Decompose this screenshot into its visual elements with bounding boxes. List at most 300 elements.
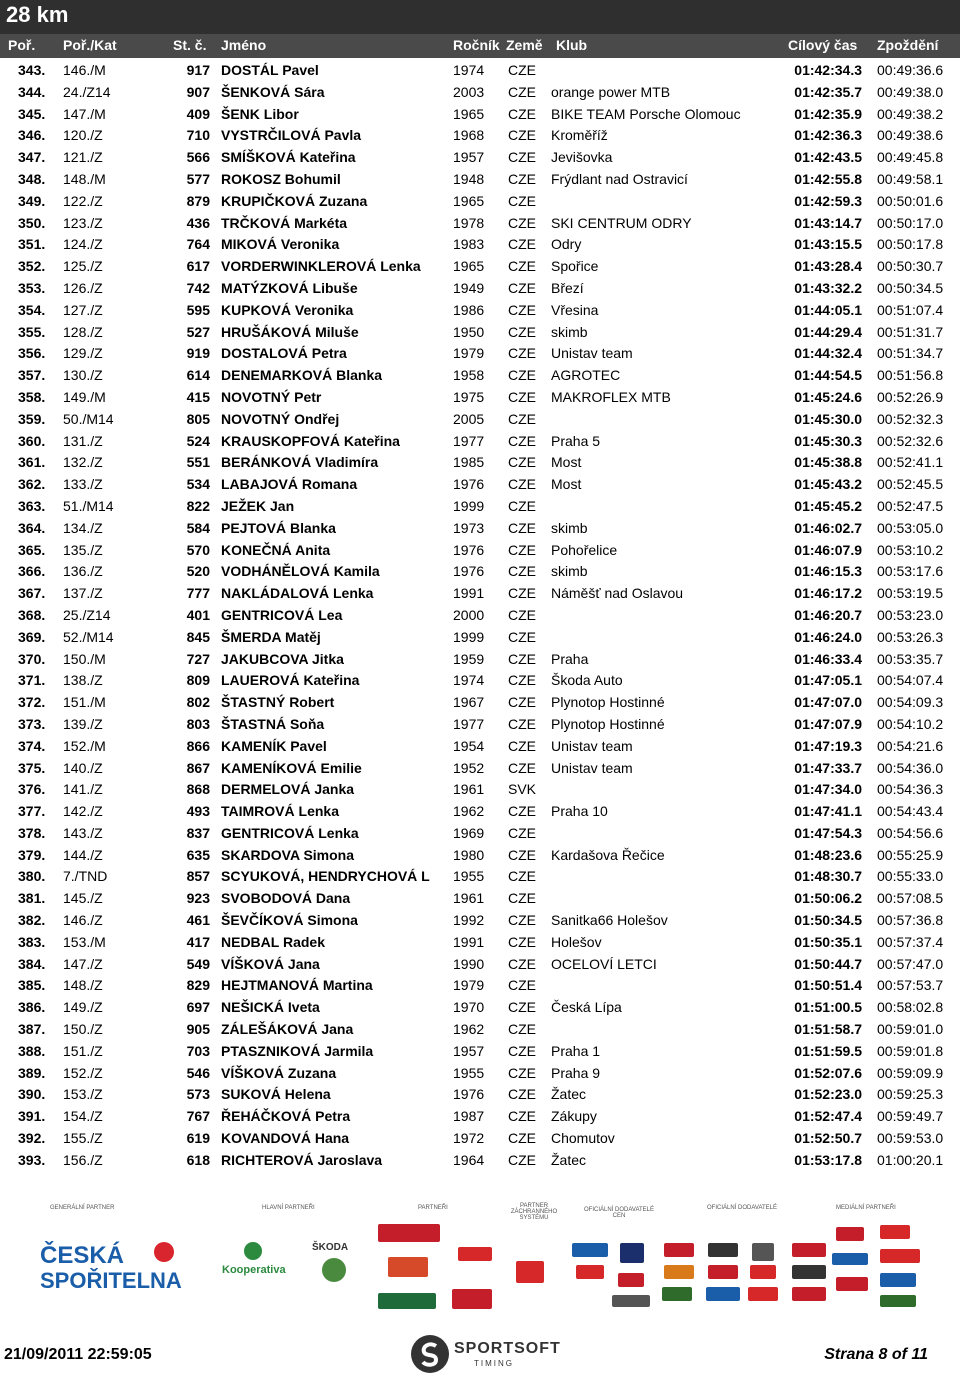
cell-time-gap: 00:55:25.9 bbox=[877, 846, 944, 863]
cell-birth-year: 1948 bbox=[453, 170, 485, 187]
cell-start-number: 829 bbox=[186, 977, 210, 994]
cell-start-number: 549 bbox=[186, 955, 210, 972]
cell-birth-year: 1961 bbox=[453, 890, 485, 907]
sponsor-logo bbox=[620, 1243, 644, 1263]
cell-birth-year: 1958 bbox=[453, 367, 485, 384]
cell-club: Sanitka66 Holešov bbox=[551, 912, 668, 929]
cell-rank: 383. bbox=[18, 933, 46, 950]
cell-club: Most bbox=[551, 476, 582, 493]
cell-start-number: 493 bbox=[186, 803, 210, 820]
cell-category-rank: 150./M bbox=[63, 650, 106, 667]
table-row bbox=[0, 473, 960, 495]
cell-birth-year: 1976 bbox=[453, 541, 485, 558]
col-header-name: Jméno bbox=[221, 37, 267, 53]
cell-birth-year: 1957 bbox=[453, 149, 485, 166]
cell-category-rank: 152./Z bbox=[63, 1064, 103, 1081]
cell-country: CZE bbox=[508, 1130, 536, 1147]
table-row bbox=[0, 669, 960, 691]
cell-name: ŠENK Libor bbox=[221, 105, 299, 122]
sponsor-logo bbox=[752, 1243, 774, 1261]
cell-birth-year: 1987 bbox=[453, 1108, 485, 1125]
cell-category-rank: 50./M14 bbox=[63, 410, 114, 427]
cell-finish-time: 01:47:41.1 bbox=[794, 803, 862, 820]
cell-start-number: 595 bbox=[186, 301, 210, 318]
kooperativa-icon bbox=[244, 1242, 262, 1260]
cell-rank: 372. bbox=[18, 694, 46, 711]
sponsor-logo bbox=[748, 1287, 778, 1301]
cell-club: Praha 1 bbox=[551, 1042, 601, 1059]
table-row bbox=[0, 321, 960, 343]
cell-category-rank: 136./Z bbox=[63, 563, 103, 580]
cell-country: CZE bbox=[508, 170, 536, 187]
cell-country: CZE bbox=[508, 497, 536, 514]
cell-rank: 365. bbox=[18, 541, 46, 558]
cell-finish-time: 01:42:43.5 bbox=[794, 149, 862, 166]
cell-country: CZE bbox=[508, 868, 536, 885]
results-table-body bbox=[0, 59, 960, 1171]
kooperativa-logo: Kooperativa bbox=[222, 1242, 286, 1292]
cell-start-number: 742 bbox=[186, 279, 210, 296]
cell-club: Pohořelice bbox=[551, 541, 618, 558]
cell-finish-time: 01:44:54.5 bbox=[794, 367, 862, 384]
cell-finish-time: 01:50:35.1 bbox=[794, 933, 862, 950]
cell-rank: 349. bbox=[18, 192, 46, 209]
sponsor-logo bbox=[664, 1265, 694, 1279]
sponsor-strip bbox=[0, 1197, 960, 1317]
cell-finish-time: 01:45:30.0 bbox=[794, 410, 862, 427]
results-table-header bbox=[0, 34, 960, 58]
cell-start-number: 524 bbox=[186, 432, 210, 449]
cell-name: SCYUKOVÁ, HENDRYCHOVÁ L bbox=[221, 868, 430, 885]
skoda-logo: ŠKODA bbox=[312, 1242, 356, 1292]
cell-rank: 392. bbox=[18, 1130, 46, 1147]
table-row bbox=[0, 626, 960, 648]
cell-name: VÍŠKOVÁ Jana bbox=[221, 955, 320, 972]
cell-birth-year: 1962 bbox=[453, 803, 485, 820]
cell-name: BERÁNKOVÁ Vladimíra bbox=[221, 454, 379, 471]
cell-club: Most bbox=[551, 454, 582, 471]
cell-start-number: 777 bbox=[186, 585, 210, 602]
cell-birth-year: 1990 bbox=[453, 955, 485, 972]
sponsor-logo bbox=[792, 1265, 826, 1279]
sponsor-group-label: GENERÁLNÍ PARTNER bbox=[50, 1205, 115, 1211]
cell-start-number: 527 bbox=[186, 323, 210, 340]
cell-start-number: 546 bbox=[186, 1064, 210, 1081]
cell-rank: 389. bbox=[18, 1064, 46, 1081]
table-row bbox=[0, 735, 960, 757]
cell-category-rank: 149./M bbox=[63, 388, 106, 405]
cell-country: CZE bbox=[508, 999, 536, 1016]
cell-rank: 346. bbox=[18, 127, 46, 144]
cell-birth-year: 1980 bbox=[453, 846, 485, 863]
cell-category-rank: 146./M bbox=[63, 62, 106, 78]
cell-time-gap: 00:49:58.1 bbox=[877, 170, 944, 187]
cell-rank: 387. bbox=[18, 1021, 46, 1038]
sponsor-group-label: OFICIÁLNÍ DODAVATELÉ CEN bbox=[584, 1207, 655, 1219]
col-header-rank: Poř. bbox=[8, 37, 36, 53]
cell-finish-time: 01:51:58.7 bbox=[794, 1021, 862, 1038]
cell-finish-time: 01:46:07.9 bbox=[794, 541, 862, 558]
cell-club: Jevišovka bbox=[551, 149, 613, 166]
cell-finish-time: 01:45:24.6 bbox=[794, 388, 862, 405]
cell-birth-year: 2005 bbox=[453, 410, 485, 427]
sponsor-logo bbox=[708, 1265, 738, 1279]
cell-finish-time: 01:52:50.7 bbox=[794, 1130, 862, 1147]
cell-club: Unistav team bbox=[551, 345, 633, 362]
cell-finish-time: 01:46:24.0 bbox=[794, 628, 862, 645]
cell-category-rank: 147./M bbox=[63, 105, 106, 122]
cell-category-rank: 131./Z bbox=[63, 432, 103, 449]
cell-time-gap: 00:51:31.7 bbox=[877, 323, 944, 340]
cell-finish-time: 01:52:07.6 bbox=[794, 1064, 862, 1081]
cell-birth-year: 1975 bbox=[453, 388, 485, 405]
cell-birth-year: 1986 bbox=[453, 301, 485, 318]
cell-country: CZE bbox=[508, 214, 536, 231]
cell-name: NAKLÁDALOVÁ Lenka bbox=[221, 585, 374, 602]
cell-name: SKARDOVA Simona bbox=[221, 846, 355, 863]
cell-category-rank: 141./Z bbox=[63, 781, 103, 798]
table-row bbox=[0, 212, 960, 234]
cell-time-gap: 00:59:01.8 bbox=[877, 1042, 944, 1059]
cell-rank: 356. bbox=[18, 345, 46, 362]
cell-rank: 388. bbox=[18, 1042, 46, 1059]
cell-rank: 385. bbox=[18, 977, 46, 994]
cell-rank: 353. bbox=[18, 279, 46, 296]
cell-country: CZE bbox=[508, 1151, 536, 1168]
cell-rank: 384. bbox=[18, 955, 46, 972]
sponsor-logo bbox=[572, 1243, 608, 1257]
sportsoft-logo-icon bbox=[410, 1334, 450, 1374]
cell-finish-time: 01:46:33.4 bbox=[794, 650, 862, 667]
cell-birth-year: 1950 bbox=[453, 323, 485, 340]
sponsor-logo bbox=[662, 1287, 692, 1301]
cell-time-gap: 00:57:47.0 bbox=[877, 955, 944, 972]
cell-country: CZE bbox=[508, 192, 536, 209]
cell-country: CZE bbox=[508, 1042, 536, 1059]
table-row bbox=[0, 1105, 960, 1127]
table-row bbox=[0, 887, 960, 909]
cell-rank: 381. bbox=[18, 890, 46, 907]
cell-birth-year: 1969 bbox=[453, 824, 485, 841]
cell-name: HEJTMANOVÁ Martina bbox=[221, 977, 373, 994]
cell-name: GENTRICOVÁ Lea bbox=[221, 606, 343, 623]
cell-finish-time: 01:47:19.3 bbox=[794, 737, 862, 754]
cell-birth-year: 1959 bbox=[453, 650, 485, 667]
cell-country: CZE bbox=[508, 585, 536, 602]
cell-rank: 352. bbox=[18, 258, 46, 275]
cell-birth-year: 1957 bbox=[453, 1042, 485, 1059]
table-row bbox=[0, 648, 960, 670]
sponsor-logo bbox=[880, 1249, 920, 1263]
table-row bbox=[0, 844, 960, 866]
cell-rank: 380. bbox=[18, 868, 46, 885]
cell-country: CZE bbox=[508, 149, 536, 166]
cell-birth-year: 1967 bbox=[453, 694, 485, 711]
cell-country: CZE bbox=[508, 694, 536, 711]
cell-category-rank: 124./Z bbox=[63, 236, 103, 253]
table-row bbox=[0, 953, 960, 975]
cell-category-rank: 132./Z bbox=[63, 454, 103, 471]
cell-finish-time: 01:42:34.3 bbox=[794, 62, 862, 78]
cell-name: PEJTOVÁ Blanka bbox=[221, 519, 336, 536]
cell-start-number: 822 bbox=[186, 497, 210, 514]
cell-time-gap: 00:58:02.8 bbox=[877, 999, 944, 1016]
cell-category-rank: 130./Z bbox=[63, 367, 103, 384]
cell-name: GENTRICOVÁ Lenka bbox=[221, 824, 359, 841]
cell-time-gap: 00:52:26.9 bbox=[877, 388, 944, 405]
cell-name: VODHÁNĚLOVÁ Kamila bbox=[221, 563, 380, 580]
table-row bbox=[0, 1083, 960, 1105]
cell-rank: 367. bbox=[18, 585, 46, 602]
cell-start-number: 570 bbox=[186, 541, 210, 558]
cell-club: Žatec bbox=[551, 1086, 587, 1103]
cell-club: Unistav team bbox=[551, 737, 633, 754]
cell-country: CZE bbox=[508, 977, 536, 994]
page-indicator: Strana 8 of 11 bbox=[824, 1346, 928, 1363]
cell-country: CZE bbox=[508, 912, 536, 929]
cell-time-gap: 00:59:09.9 bbox=[877, 1064, 944, 1081]
cell-country: CZE bbox=[508, 628, 536, 645]
table-row bbox=[0, 604, 960, 626]
cell-name: LABAJOVÁ Romana bbox=[221, 476, 358, 493]
table-row bbox=[0, 342, 960, 364]
cell-category-rank: 144./Z bbox=[63, 846, 103, 863]
cell-start-number: 635 bbox=[186, 846, 210, 863]
cell-name: RICHTEROVÁ Jaroslava bbox=[221, 1151, 383, 1168]
cell-birth-year: 1977 bbox=[453, 432, 485, 449]
cell-name: VORDERWINKLEROVÁ Lenka bbox=[221, 258, 421, 275]
cell-category-rank: 156./Z bbox=[63, 1151, 103, 1168]
cell-time-gap: 00:52:41.1 bbox=[877, 454, 944, 471]
cell-time-gap: 00:55:33.0 bbox=[877, 868, 944, 885]
cell-time-gap: 00:53:17.6 bbox=[877, 563, 944, 580]
cell-time-gap: 00:57:36.8 bbox=[877, 912, 944, 929]
cell-finish-time: 01:44:32.4 bbox=[794, 345, 862, 362]
cell-finish-time: 01:50:34.5 bbox=[794, 912, 862, 929]
cell-finish-time: 01:43:15.5 bbox=[794, 236, 862, 253]
cell-rank: 348. bbox=[18, 170, 46, 187]
sponsor-logo bbox=[378, 1293, 436, 1309]
cell-time-gap: 00:54:56.6 bbox=[877, 824, 944, 841]
sponsor-logo bbox=[452, 1289, 492, 1309]
cell-name: SMÍŠKOVÁ Kateřina bbox=[221, 149, 356, 166]
skoda-arrow-icon bbox=[322, 1258, 346, 1282]
table-row bbox=[0, 560, 960, 582]
table-row bbox=[0, 146, 960, 168]
cell-time-gap: 00:49:36.6 bbox=[877, 62, 944, 78]
cell-country: CZE bbox=[508, 519, 536, 536]
table-row bbox=[0, 1062, 960, 1084]
cell-time-gap: 00:51:34.7 bbox=[877, 345, 944, 362]
cell-country: CZE bbox=[508, 1108, 536, 1125]
cell-name: KAMENÍK Pavel bbox=[221, 737, 327, 754]
cell-category-rank: 128./Z bbox=[63, 323, 103, 340]
cell-country: CZE bbox=[508, 323, 536, 340]
cell-time-gap: 00:52:32.6 bbox=[877, 432, 944, 449]
report-title: 28 km bbox=[6, 2, 69, 27]
table-row bbox=[0, 408, 960, 430]
cell-name: TRČKOVÁ Markéta bbox=[221, 214, 348, 231]
cell-rank: 360. bbox=[18, 432, 46, 449]
cell-club: Plynotop Hostinné bbox=[551, 715, 665, 732]
cell-name: KUPKOVÁ Veronika bbox=[221, 301, 354, 318]
cell-finish-time: 01:52:47.4 bbox=[794, 1108, 862, 1125]
cell-start-number: 697 bbox=[186, 999, 210, 1016]
cell-finish-time: 01:51:59.5 bbox=[794, 1042, 862, 1059]
cell-birth-year: 1977 bbox=[453, 715, 485, 732]
cell-time-gap: 01:00:20.1 bbox=[877, 1151, 944, 1168]
cell-country: CZE bbox=[508, 672, 536, 689]
cell-time-gap: 00:53:35.7 bbox=[877, 650, 944, 667]
sponsor-logo bbox=[836, 1227, 864, 1241]
cell-start-number: 805 bbox=[186, 410, 210, 427]
cell-time-gap: 00:49:38.2 bbox=[877, 105, 944, 122]
cell-category-rank: 129./Z bbox=[63, 345, 103, 362]
cell-country: CZE bbox=[508, 1086, 536, 1103]
cell-finish-time: 01:45:43.2 bbox=[794, 476, 862, 493]
cell-club: skimb bbox=[551, 563, 588, 580]
cell-finish-time: 01:47:34.0 bbox=[794, 781, 862, 798]
cell-country: CZE bbox=[508, 803, 536, 820]
cell-birth-year: 1976 bbox=[453, 563, 485, 580]
table-row bbox=[0, 757, 960, 779]
cell-finish-time: 01:46:20.7 bbox=[794, 606, 862, 623]
cell-time-gap: 00:53:26.3 bbox=[877, 628, 944, 645]
cell-finish-time: 01:42:35.7 bbox=[794, 83, 862, 100]
cell-start-number: 566 bbox=[186, 149, 210, 166]
cell-country: CZE bbox=[508, 367, 536, 384]
table-row bbox=[0, 582, 960, 604]
cell-birth-year: 1976 bbox=[453, 476, 485, 493]
cell-category-rank: 7./TND bbox=[63, 868, 108, 885]
cell-name: ŠTASTNÝ Robert bbox=[221, 694, 335, 711]
cell-category-rank: 51./M14 bbox=[63, 497, 114, 514]
ceska-sporitelna-logo: ČESKÁ SPOŘITELNA bbox=[40, 1242, 182, 1293]
cell-start-number: 923 bbox=[186, 890, 210, 907]
cell-club: Praha 5 bbox=[551, 432, 601, 449]
table-row bbox=[0, 430, 960, 452]
cell-time-gap: 00:54:21.6 bbox=[877, 737, 944, 754]
cell-start-number: 703 bbox=[186, 1042, 210, 1059]
cell-time-gap: 00:54:10.2 bbox=[877, 715, 944, 732]
cell-birth-year: 1974 bbox=[453, 62, 485, 78]
cell-time-gap: 00:50:17.8 bbox=[877, 236, 944, 253]
cell-category-rank: 138./Z bbox=[63, 672, 103, 689]
cell-category-rank: 137./Z bbox=[63, 585, 103, 602]
table-row bbox=[0, 691, 960, 713]
cell-time-gap: 00:50:30.7 bbox=[877, 258, 944, 275]
cell-rank: 363. bbox=[18, 497, 46, 514]
table-row bbox=[0, 364, 960, 386]
cell-time-gap: 00:50:01.6 bbox=[877, 192, 944, 209]
cell-time-gap: 00:59:49.7 bbox=[877, 1108, 944, 1125]
cell-birth-year: 1983 bbox=[453, 236, 485, 253]
cell-club: Chomutov bbox=[551, 1130, 615, 1147]
cell-category-rank: 120./Z bbox=[63, 127, 103, 144]
cell-rank: 391. bbox=[18, 1108, 46, 1125]
cell-category-rank: 153./Z bbox=[63, 1086, 103, 1103]
cell-club: Březí bbox=[551, 279, 584, 296]
cell-country: CZE bbox=[508, 933, 536, 950]
cell-name: ŠMERDA Matěj bbox=[221, 628, 321, 645]
cell-category-rank: 149./Z bbox=[63, 999, 103, 1016]
sponsor-logo bbox=[576, 1265, 604, 1279]
cell-club: Unistav team bbox=[551, 759, 633, 776]
cell-time-gap: 00:54:36.3 bbox=[877, 781, 944, 798]
cell-club: Kardašova Řečice bbox=[551, 846, 665, 863]
cell-category-rank: 146./Z bbox=[63, 912, 103, 929]
col-header-country: Země bbox=[506, 37, 543, 53]
cell-category-rank: 25./Z14 bbox=[63, 606, 111, 623]
cell-start-number: 614 bbox=[186, 367, 210, 384]
cell-finish-time: 01:47:05.1 bbox=[794, 672, 862, 689]
cell-time-gap: 00:51:56.8 bbox=[877, 367, 944, 384]
cell-category-rank: 24./Z14 bbox=[63, 83, 111, 100]
table-row bbox=[0, 124, 960, 146]
cell-club: AGROTEC bbox=[551, 367, 621, 384]
cell-time-gap: 00:50:34.5 bbox=[877, 279, 944, 296]
cell-finish-time: 01:46:02.7 bbox=[794, 519, 862, 536]
cell-rank: 366. bbox=[18, 563, 46, 580]
cell-start-number: 584 bbox=[186, 519, 210, 536]
cell-rank: 376. bbox=[18, 781, 46, 798]
cell-start-number: 837 bbox=[186, 824, 210, 841]
cell-birth-year: 1973 bbox=[453, 519, 485, 536]
cell-name: KOVANDOVÁ Hana bbox=[221, 1130, 350, 1147]
cell-rank: 345. bbox=[18, 105, 46, 122]
sponsor-group-label: OFICIÁLNÍ DODAVATELÉ bbox=[707, 1205, 778, 1211]
cell-time-gap: 00:54:36.0 bbox=[877, 759, 944, 776]
cell-name: SVOBODOVÁ Dana bbox=[221, 890, 351, 907]
cell-category-rank: 134./Z bbox=[63, 519, 103, 536]
cell-start-number: 907 bbox=[186, 83, 210, 100]
cell-name: SUKOVÁ Helena bbox=[221, 1086, 331, 1103]
cell-birth-year: 1964 bbox=[453, 1151, 485, 1168]
cell-start-number: 461 bbox=[186, 912, 210, 929]
cell-start-number: 803 bbox=[186, 715, 210, 732]
cell-rank: 357. bbox=[18, 367, 46, 384]
sponsor-logo bbox=[792, 1287, 826, 1301]
cell-category-rank: 152./M bbox=[63, 737, 106, 754]
cell-time-gap: 00:51:07.4 bbox=[877, 301, 944, 318]
cell-rank: 369. bbox=[18, 628, 46, 645]
cell-category-rank: 151./M bbox=[63, 694, 106, 711]
col-header-club: Klub bbox=[556, 37, 588, 53]
table-row bbox=[0, 451, 960, 473]
cell-finish-time: 01:48:23.6 bbox=[794, 846, 862, 863]
sponsor-logo bbox=[706, 1287, 740, 1301]
cell-start-number: 409 bbox=[186, 105, 210, 122]
table-row bbox=[0, 778, 960, 800]
cell-start-number: 866 bbox=[186, 737, 210, 754]
cell-finish-time: 01:50:06.2 bbox=[794, 890, 862, 907]
sponsor-logo bbox=[612, 1295, 650, 1307]
cell-club: Praha 9 bbox=[551, 1064, 601, 1081]
cell-name: ROKOSZ Bohumil bbox=[221, 170, 341, 187]
cell-country: CZE bbox=[508, 279, 536, 296]
cell-club: Plynotop Hostinné bbox=[551, 694, 665, 711]
cell-time-gap: 00:57:37.4 bbox=[877, 933, 944, 950]
cell-rank: 351. bbox=[18, 236, 46, 253]
cell-rank: 375. bbox=[18, 759, 46, 776]
cell-start-number: 520 bbox=[186, 563, 210, 580]
cell-club: Vřesina bbox=[551, 301, 599, 318]
cell-finish-time: 01:45:30.3 bbox=[794, 432, 862, 449]
cell-birth-year: 1949 bbox=[453, 279, 485, 296]
cell-club: skimb bbox=[551, 323, 588, 340]
cell-time-gap: 00:54:43.4 bbox=[877, 803, 944, 820]
table-row bbox=[0, 974, 960, 996]
